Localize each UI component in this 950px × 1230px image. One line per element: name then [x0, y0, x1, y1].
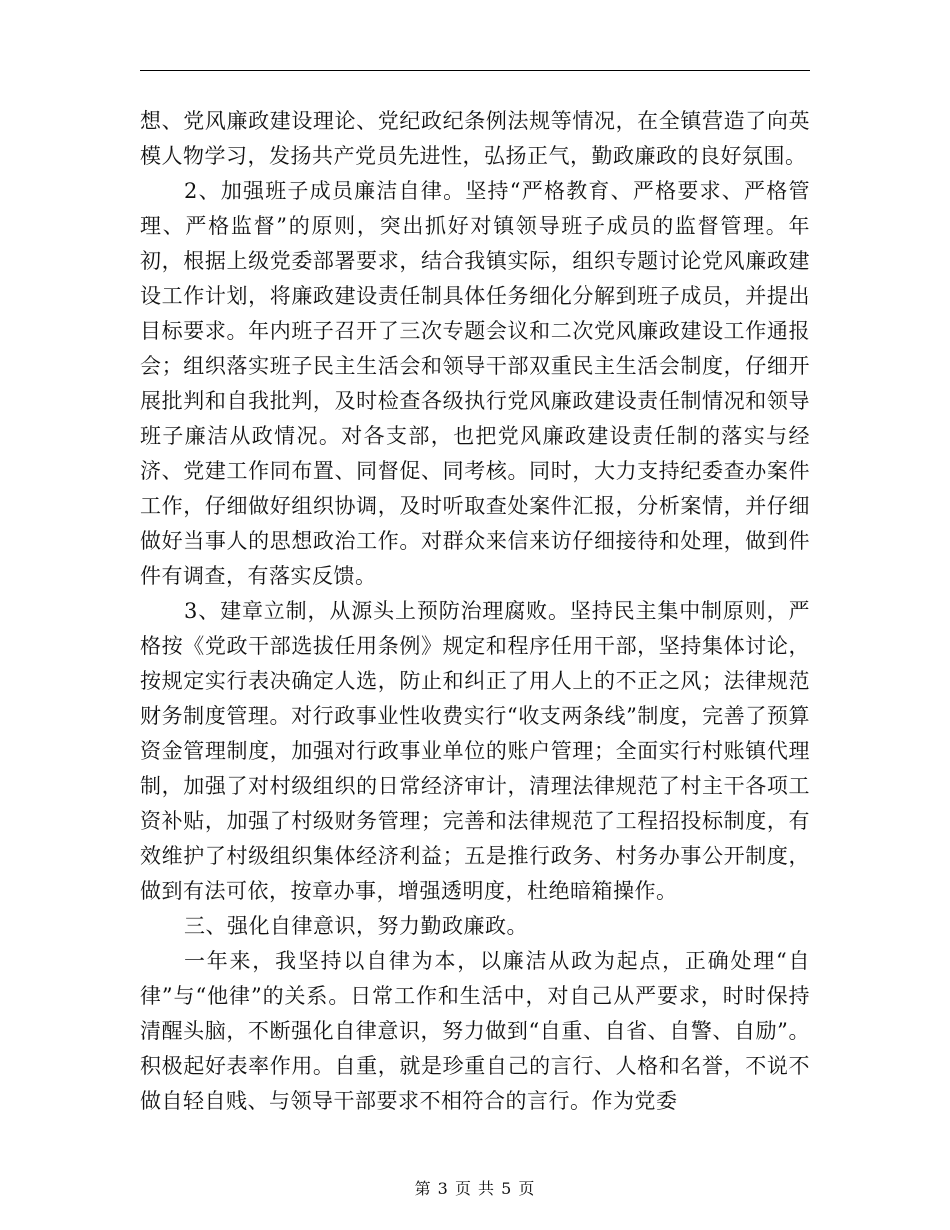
page-number-footer: 第 3 页 共 5 页 [414, 1179, 536, 1198]
paragraph-item-3: 3、建章立制，从源头上预防治理腐败。坚持民主集中制原则，严格按《党政干部选拔任用条例》规定和程序任用干部，坚持集体讨论，按规定实行表决确定人选，防止和纠正了用人上的不正之风；法律规范财务制度管理。对行政事业性收费实行“收支两条线”制度，完善了预算资金管理制度，加强对行政事业单位的账户管理；全面实行村账镇代理制，加强了对村级组织的日常经济审计，清理法律规范了村主干各项工资补贴，加强了村级财务管理；完善和法律规范了工程招投标制度，有效维护了村级组织集体经济利益；五是推行政务、村务办事公开制度，做到有法可依，按章办事，增强透明度，杜绝暗箱操作。 [140, 599, 810, 903]
paragraph-self-discipline: 一年来，我坚持以自律为本，以廉洁从政为起点，正确处理“自律”与“他律”的关系。日常工作和生活中，对自己从严要求，时时保持清醒头脑，不断强化自律意识，努力做到“自重、自省、自警、自励”。积极起好表率作用。自重，就是珍重自己的言行、人格和名誉，不说不做自轻自贱、与领导干部要求不相符合的言行。作为党委 [140, 949, 810, 1113]
header-rule [140, 70, 810, 71]
paragraph-item-2: 2、加强班子成员廉洁自律。坚持“严格教育、严格要求、严格管理、严格监督”的原则，突出抓好对镇领导班子成员的监督管理。年初，根据上级党委部署要求，结合我镇实际，组织专题讨论党风廉政建设工作计划，将廉政建设责任制具体任务细化分解到班子成员，并提出目标要求。年内班子召开了三次专题会议和二次党风廉政建设工作通报会；组织落实班子民主生活会和领导干部双重民主生活会制度，仔细开展批判和自我批判，及时检查各级执行党风廉政建设责任制情况和领导班子廉洁从政情况。对各支部，也把党风廉政建设责任制的落实与经济、党建工作同布置、同督促、同考核。同时，大力支持纪委查办案件工作，仔细做好组织协调，及时听取查处案件汇报，分析案情，并仔细做好当事人的思想政治工作。对群众来信来访仔细接待和处理，做到件件有调查，有落实反馈。 [140, 179, 810, 588]
paragraph-continuation: 想、党风廉政建设理论、党纪政纪条例法规等情况，在全镇营造了向英模人物学习，发扬共产党员先进性，弘扬正气，勤政廉政的良好氛围。 [140, 109, 810, 168]
section-heading-3: 三、强化自律意识，努力勤政廉政。 [184, 914, 528, 938]
document-body [140, 104, 810, 1119]
